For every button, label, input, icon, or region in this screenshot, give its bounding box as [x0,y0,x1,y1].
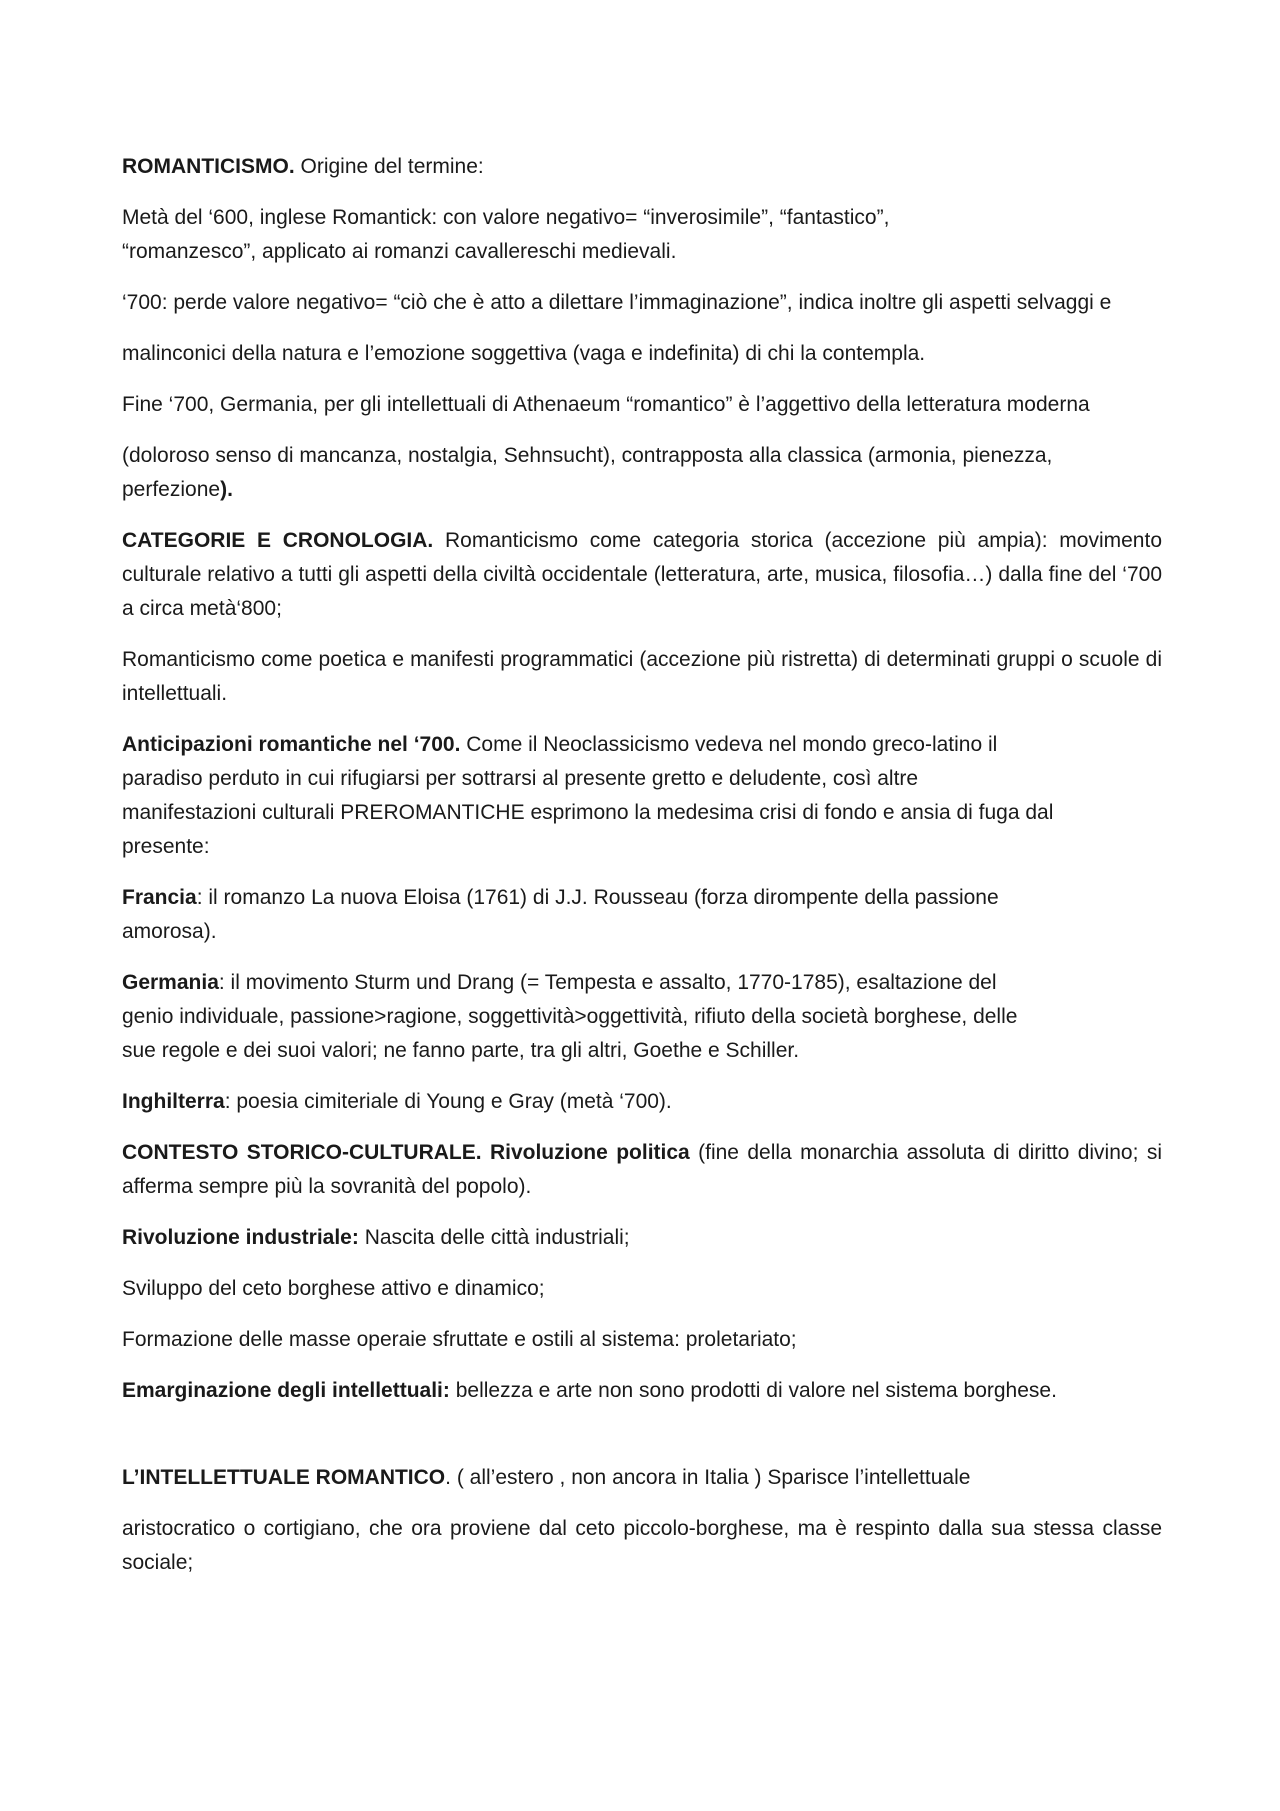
heading-romanticismo: ROMANTICISMO. [122,155,295,178]
heading-anticipazioni: Anticipazioni romantiche nel ‘700. [122,733,461,756]
heading-germania: Germania [122,971,219,994]
title-paragraph: ROMANTICISMO. Origine del termine: [122,155,484,178]
heading-inghilterra: Inghilterra [122,1090,225,1113]
paragraph-rivoluzione-industriale: Rivoluzione industriale: Nascita delle città industriali; [122,1226,630,1249]
paragraph-contesto: CONTESTO STORICO-CULTURALE. Rivoluzione politica (fine della monarchia assoluta di diritto divino; si afferma sempre più la sovranità del popolo). [122,1141,1162,1198]
paragraph-intellettuale-romantico: L’INTELLETTUALE ROMANTICO. ( all’estero , non ancora in Italia ) Sparisce l’intellettuale [122,1466,971,1489]
paragraph-inghilterra: Inghilterra: poesia cimiteriale di Young e Gray (metà ‘700). [122,1090,672,1113]
heading-contesto: CONTESTO STORICO-CULTURALE. Rivoluzione politica [122,1141,690,1164]
paragraph-aristocratico: aristocratico o cortigiano, che ora proviene dal ceto piccolo-borghese, ma è respinto dalla sua stessa classe sociale; [122,1517,1162,1574]
paragraph-categorie: CATEGORIE E CRONOLOGIA. Romanticismo come categoria storica (accezione più ampia): movimento culturale relativo a tutti gli aspetti della civiltà occidentale (letteratura, arte, musica, filosofia…) dalla fine del ‘700 a circa metà‘800; [122,529,1162,620]
paragraph-doloroso: (doloroso senso di mancanza, nostalgia, Sehnsucht), contrapposta alla classica (armonia, pienezza, perfezione). [122,444,1053,501]
heading-categorie: CATEGORIE E CRONOLOGIA. [122,529,434,552]
paragraph-poetica: Romanticismo come poetica e manifesti programmatici (accezione più ristretta) di determinati gruppi o scuole di intellettuali. [122,648,1162,705]
paragraph-malinconici: malinconici della natura e l’emozione soggettiva (vaga e indefinita) di chi la contempla. [122,342,926,365]
paragraph-anticipazioni: Anticipazioni romantiche nel ‘700. Come il Neoclassicismo vedeva nel mondo greco-latino il paradiso perduto in cui rifugiarsi per sottrarsi al presente gretto e deludente, così altre manifestazioni culturali PREROMANTICHE esprimono la medesima crisi di fondo e ansia di fuga dal presente: [122,733,1054,858]
heading-emarginazione: Emarginazione degli intellettuali: [122,1379,450,1402]
paragraph-700: ‘700: perde valore negativo= “ciò che è atto a dilettare l’immaginazione”, indica inoltre gli aspetti selvaggi e [122,291,1112,314]
heading-intellettuale-romantico: L’INTELLETTUALE ROMANTICO [122,1466,446,1489]
paragraph-emarginazione: Emarginazione degli intellettuali: bellezza e arte non sono prodotti di valore nel sistema borghese. [122,1379,1057,1402]
heading-francia: Francia [122,886,197,909]
paragraph-formazione: Formazione delle masse operaie sfruttate e ostili al sistema: proletariato; [122,1328,797,1351]
paragraph-sviluppo: Sviluppo del ceto borghese attivo e dinamico; [122,1277,545,1300]
document-page [122,150,1162,1597]
paragraph-germania: Germania: il movimento Sturm und Drang (= Tempesta e assalto, 1770-1785), esaltazione del genio individuale, passione>ragione, soggettività>oggettività, rifiuto della società borghese, delle sue regole e dei suoi valori; ne fanno parte, tra gli altri, Goethe e Schiller. [122,971,1018,1062]
paragraph-fine-700: Fine ‘700, Germania, per gli intellettuali di Athenaeum “romantico” è l’aggettivo della letteratura moderna [122,393,1090,416]
paragraph-francia: Francia: il romanzo La nuova Eloisa (1761) di J.J. Rousseau (forza dirompente della passione amorosa). [122,886,999,943]
heading-rivoluzione-industriale: Rivoluzione industriale: [122,1226,359,1249]
paragraph-origin-600: Metà del ‘600, inglese Romantick: con valore negativo= “inverosimile”, “fantastico”, “romanzesco”, applicato ai romanzi cavallereschi medievali. [122,206,890,263]
